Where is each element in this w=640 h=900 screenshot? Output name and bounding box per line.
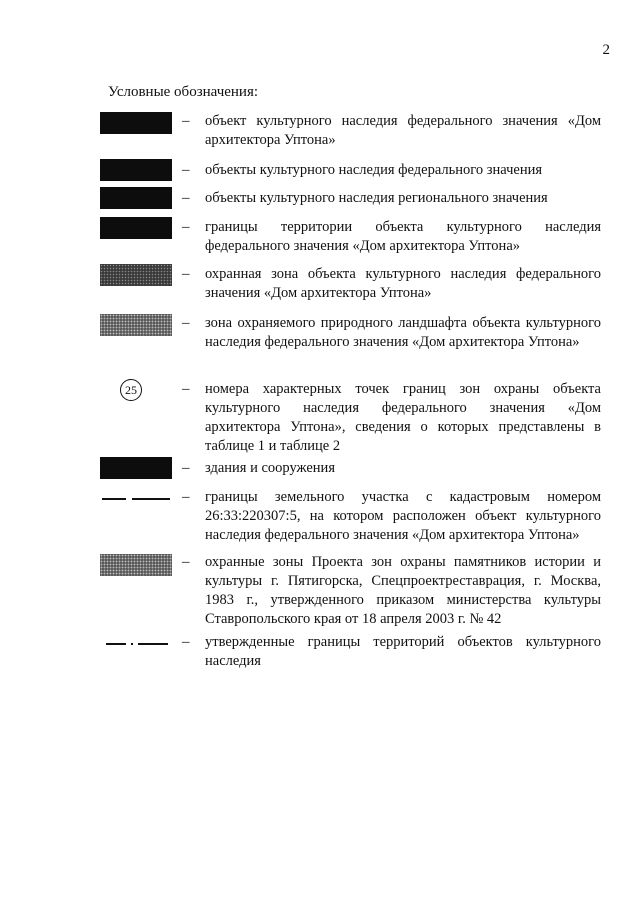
legend-text: границы земельного участка с кадастровым номером 26:33:220307:5, на котором расположен объект культурного наследия федерального значения «Дом архитектора Уптона» — [205, 489, 601, 543]
solid-black-swatch — [100, 217, 172, 239]
legend-text: объекты культурного наследия регионального значения — [205, 190, 548, 206]
solid-black-swatch — [100, 159, 172, 181]
dash: – — [182, 489, 190, 505]
dash-dot-line-symbol — [106, 643, 168, 645]
dash: – — [182, 315, 190, 331]
dash: – — [182, 113, 190, 129]
legend-text: объект культурного наследия федерального значения «Дом архитектора Уптона» — [205, 113, 601, 148]
solid-black-swatch — [100, 112, 172, 134]
legend-text: охранные зоны Проекта зон охраны памятников истории и культуры г. Пятигорска, Спецпроектреставрация, г. Москва, 1983 г., утвержденного приказом министерства культуры Ставропольского края от 18 апреля 2003 г. № 42 — [205, 554, 601, 627]
solid-black-swatch — [100, 187, 172, 209]
legend-text: границы территории объекта культурного наследия федерального значения «Дом архитектора Уптона» — [205, 219, 601, 254]
legend-text: номера характерных точек границ зон охраны объекта культурного наследия федерального значения «Дом архитектора Уптона», сведения о которых представлены в таблице 1 и таблице 2 — [205, 381, 601, 454]
dash: – — [182, 460, 190, 476]
legend-text: здания и сооружения — [205, 460, 335, 476]
legend-text: утвержденные границы территорий объектов культурного наследия — [205, 634, 601, 669]
dash: – — [182, 554, 190, 570]
light-dithered-swatch — [100, 314, 172, 336]
page-number: 2 — [602, 42, 610, 58]
dash: – — [182, 634, 190, 650]
dash: – — [182, 381, 190, 397]
dash: – — [182, 266, 190, 282]
legend-text: зона охраняемого природного ландшафта объекта культурного наследия федерального значения «Дом архитектора Уптона» — [205, 315, 601, 350]
dithered-swatch — [100, 264, 172, 286]
dash: – — [182, 190, 190, 206]
dash: – — [182, 162, 190, 178]
light-dithered-swatch — [100, 554, 172, 576]
dashed-line-symbol — [102, 498, 170, 500]
legend-title: Условные обозначения: — [108, 84, 259, 100]
circled-number-symbol: 25 — [120, 379, 142, 401]
dash: – — [182, 219, 190, 235]
legend-text: охранная зона объекта культурного наследия федерального значения «Дом архитектора Уптона» — [205, 266, 601, 301]
legend-text: объекты культурного наследия федерального значения — [205, 162, 543, 178]
solid-black-swatch — [100, 457, 172, 479]
